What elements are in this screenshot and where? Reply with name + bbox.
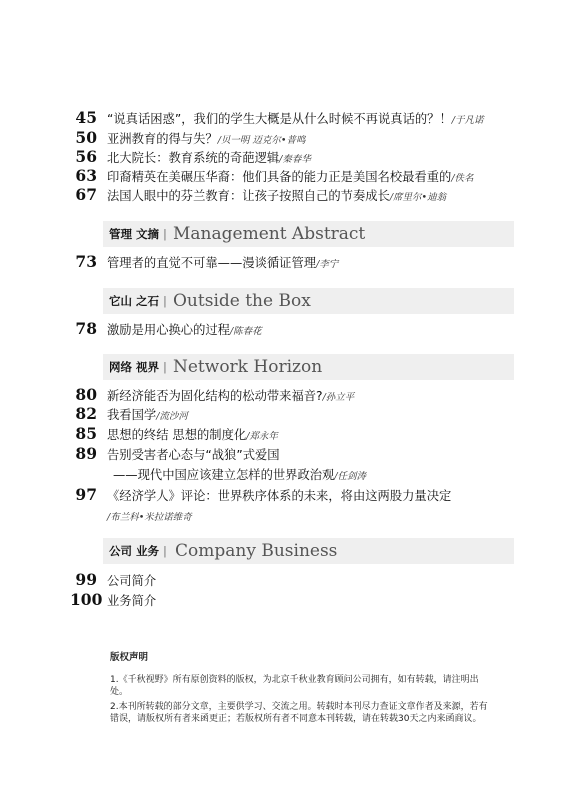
page-number: 45 <box>75 108 97 127</box>
entry-title: 亚洲教育的得与失？ <box>107 132 218 146</box>
entry-title: 告别受害者心态与“战狼”式爱国 <box>107 448 280 462</box>
entry-title: 业务简介 <box>107 594 157 608</box>
entry-author: /秦春华 <box>279 154 311 165</box>
toc-entry[interactable] <box>70 148 540 166</box>
entry-author: /流沙河 <box>156 411 188 422</box>
entry-author: /任剑涛 <box>334 471 367 482</box>
section-title-en: Outside the Box <box>173 291 311 311</box>
page-number: 97 <box>75 485 97 504</box>
toc-entry[interactable] <box>70 186 540 204</box>
toc-entry[interactable] <box>70 486 540 524</box>
toc-entry[interactable] <box>70 386 540 404</box>
toc-entry[interactable] <box>70 253 540 271</box>
page-number: 100 <box>70 590 103 609</box>
entry-author: /佚名 <box>451 173 474 184</box>
entry-title: 北大院长：教育系统的奇葩逻辑 <box>107 151 280 165</box>
entry-author: /贝一明 迈克尔•普鸣 <box>217 135 306 146</box>
page-number: 78 <box>75 319 97 338</box>
page-number: 73 <box>75 252 97 271</box>
toc-entry[interactable] <box>70 425 540 443</box>
toc-entry[interactable] <box>70 591 540 609</box>
entry-author: /布兰科•米拉诺维奇 <box>107 512 192 523</box>
entry-title: “说真话困惑”，我们的学生大概是从什么时候不再说真话的？！ <box>107 112 452 126</box>
entry-author: /于凡诺 <box>451 115 484 126</box>
page-number: 50 <box>75 128 97 147</box>
copyright-notice <box>110 652 490 728</box>
page-number: 82 <box>75 404 97 423</box>
entry-title: 《经济学人》评论：世界秩序体系的未来，将由这两股力量决定 <box>107 489 452 503</box>
page-number: 63 <box>75 166 97 185</box>
section-title-en: Network Horizon <box>173 357 323 377</box>
entry-title: 新经济能否为固化结构的松动带来福音? <box>107 389 323 403</box>
entry-title: 思想的终结 思想的制度化 <box>107 428 247 442</box>
entry-author: /席里尔•迪翁 <box>389 192 447 203</box>
section-header-outside-the-box: 它山 之石 | Outside the Box <box>103 288 514 314</box>
section-title-cn: 网络 视界 <box>109 360 160 374</box>
copyright-paragraph: 1.《千秋视野》所有原创资料的版权，为北京千秋业教育顾问公司拥有，如有转载，请注明出处。 <box>110 675 479 697</box>
copyright-paragraph: 2.本刊所转载的部分文章，主要供学习、交流之用。转载时本刊尽力查证文章作者及来源，若有错误，请版权所有者来函更正；若版权所有者不同意本刊转载，请在转载30天之内来函商议。 <box>110 702 488 724</box>
section-title-en: Company Business <box>175 541 338 561</box>
entry-title: 公司简介 <box>107 574 157 588</box>
page-number: 89 <box>75 444 97 463</box>
toc-entry[interactable] <box>70 129 540 147</box>
section-title-cn: 它山 之石 <box>109 294 160 308</box>
entry-author: /陈春花 <box>229 326 262 337</box>
toc-entry[interactable] <box>70 167 540 185</box>
section-title-cn: 公司 业务 <box>109 544 160 558</box>
entry-title: 激励是用心换心的过程 <box>107 323 230 337</box>
page-number: 67 <box>75 185 97 204</box>
section-header-management-abstract: 管理 文摘 | Management Abstract <box>103 221 514 247</box>
section-title-cn: 管理 文摘 <box>109 227 160 241</box>
toc-entry[interactable] <box>70 571 540 589</box>
page-number: 85 <box>75 424 97 443</box>
page-number: 99 <box>75 570 97 589</box>
entry-title: 印裔精英在美碾压华裔：他们具备的能力正是美国名校最看重的 <box>107 170 452 184</box>
entry-title: 法国人眼中的芬兰教育：让孩子按照自己的节奏成长 <box>107 189 390 203</box>
entry-title: 我看国学 <box>107 408 157 422</box>
toc-entry[interactable] <box>70 320 540 338</box>
toc-entry[interactable] <box>70 109 540 127</box>
copyright-heading: 版权声明 <box>110 652 149 663</box>
entry-author: /孙立平 <box>322 392 355 403</box>
entry-subtitle: ——现代中国应该建立怎样的世界政治观 <box>113 468 335 482</box>
section-header-network-horizon: 网络 视界 | Network Horizon <box>103 354 514 380</box>
entry-author: /李宁 <box>316 259 339 270</box>
section-header-company-business: 公司 业务 | Company Business <box>103 538 514 564</box>
entry-title: 管理者的直觉不可靠——漫谈循证管理 <box>107 256 317 270</box>
entry-author: /郑永年 <box>246 431 278 442</box>
page-number: 56 <box>75 147 97 166</box>
toc-entry[interactable] <box>70 405 540 423</box>
page-number: 80 <box>75 385 97 404</box>
toc-entry[interactable] <box>70 445 540 483</box>
section-title-en: Management Abstract <box>173 224 366 244</box>
